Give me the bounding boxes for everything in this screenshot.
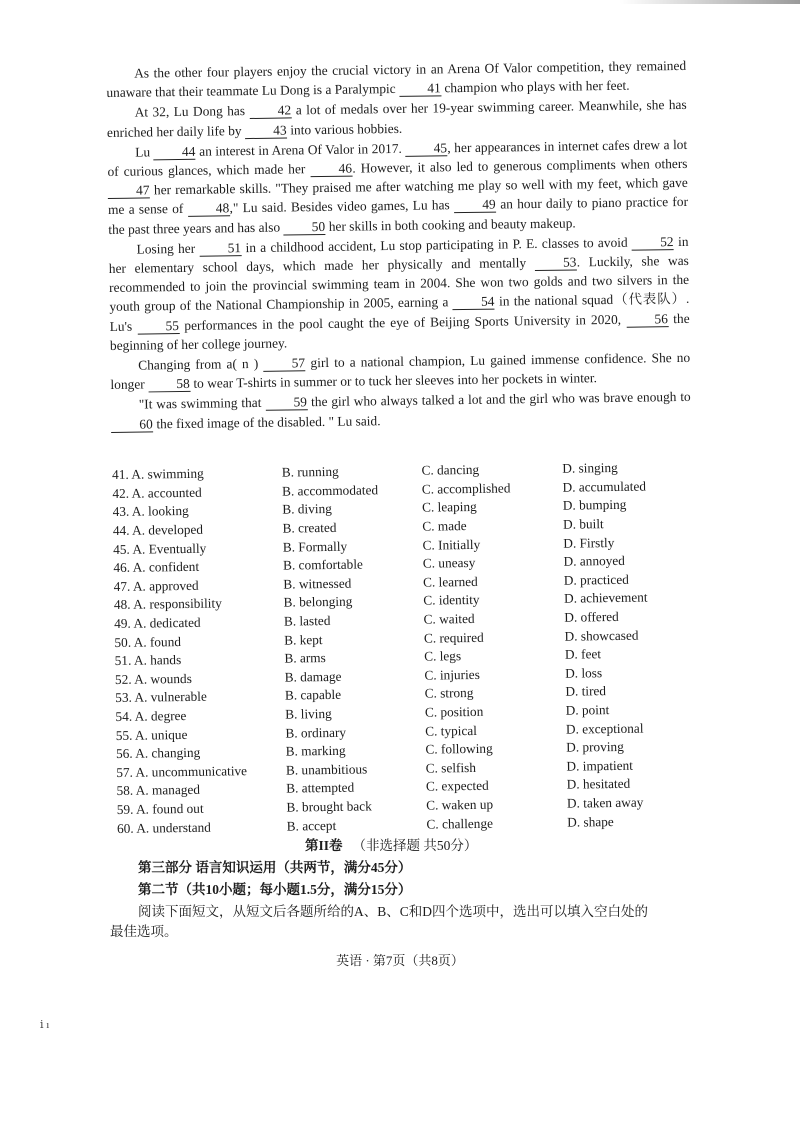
passage-text: Losing her <box>136 240 196 257</box>
option-cell: C. expected <box>425 778 489 795</box>
option-cell: 53. A. vulnerable <box>115 689 207 706</box>
option-cell: 50. A. found <box>114 633 182 650</box>
passage-text: , her appearances in internet cafes drew a lot of curious glances, which made her <box>107 136 688 180</box>
answer-options-grid <box>112 458 677 838</box>
passage-text: champion who plays with her feet. <box>444 77 630 96</box>
option-cell: B. ordinary <box>285 724 347 741</box>
option-cell: C. position <box>424 703 484 720</box>
option-cell: D. point <box>565 702 610 718</box>
passage-text: At 32, Lu Dong has <box>134 103 246 121</box>
paragraph-4 <box>108 232 690 355</box>
option-cell: 44. A. developed <box>112 521 204 539</box>
option-cell: C. injuries <box>424 666 480 683</box>
option-cell: C. Initially <box>422 536 481 553</box>
option-cell: B. diving <box>282 501 332 518</box>
passage-text: in a childhood accident, Lu stop participating in P. E. classes to avoid <box>245 234 628 255</box>
blank-45: 45 <box>405 140 447 157</box>
option-cell: C. required <box>423 629 484 646</box>
option-cell: C. learned <box>422 573 478 590</box>
scan-edge-shadow <box>620 0 800 4</box>
option-cell: 52. A. wounds <box>114 670 192 687</box>
option-cell: D. feet <box>564 646 602 662</box>
option-cell: C. uneasy <box>422 555 476 571</box>
blank-42: 42 <box>249 103 291 120</box>
option-cell: C. made <box>422 518 467 534</box>
passage-text: Changing from a( n ) <box>138 355 259 373</box>
option-cell: D. Firstly <box>563 534 615 551</box>
passage-text: "It was swimming that <box>138 395 262 413</box>
volume-title-text: 第II卷 <box>305 838 343 853</box>
option-cell: C. waken up <box>426 796 494 813</box>
page-footer: 英语 · 第7页（共8页） <box>336 953 464 968</box>
passage-text: her remarkable skills. "They praised me after watching me play so well with my feet, which gave me a sense of <box>107 175 688 218</box>
volume-title <box>305 834 545 854</box>
option-cell: D. proving <box>566 739 624 755</box>
option-cell: B. accept <box>286 817 337 834</box>
option-cell: C. identity <box>423 592 480 609</box>
passage-text: a lot of medals over her 19-year swimming career. Meanwhile, she has enriched her daily life by <box>106 97 687 140</box>
option-cell: B. accommodated <box>281 482 379 499</box>
option-cell: D. shape <box>567 813 614 830</box>
scan-mark: ⅰ ı <box>40 1019 50 1031</box>
cloze-passage <box>106 56 691 434</box>
passage-text: to wear T-shirts in summer or to tuck her sleeves into her pockets in winter. <box>193 370 597 392</box>
passage-text: . However, it also led to generous compliments when others <box>352 155 688 176</box>
paragraph-2 <box>107 95 687 142</box>
passage-text: performances in the pool caught the eye of Beijing Sports University in 2020, <box>184 311 622 333</box>
blank-57: 57 <box>263 355 305 372</box>
option-cell: D. exceptional <box>565 720 644 737</box>
option-cell: 55. A. unique <box>115 726 188 743</box>
option-cell: B. marking <box>285 742 346 759</box>
blank-58: 58 <box>148 376 190 393</box>
option-cell: B. Formally <box>282 538 348 555</box>
option-cell: D. achievement <box>563 589 648 607</box>
section-heading: 第二节（共10小题；每小题1.5分，满分15分） <box>138 882 412 897</box>
blank-49: 49 <box>454 197 496 214</box>
option-cell: C. challenge <box>426 815 494 832</box>
option-cell: D. impatient <box>566 757 634 774</box>
option-cell: 51. A. hands <box>114 652 182 669</box>
instruction-line-1: 阅读下面短文，从短文后各题所给的A、B、C和D四个选项中，选出可以填入空白处的 <box>138 904 649 919</box>
passage-text: girl to a national champion, Lu gained immense confidence. She no longer <box>110 349 691 393</box>
option-cell: B. comfortable <box>283 556 363 573</box>
option-cell: D. taken away <box>566 794 644 811</box>
option-cell: B. lasted <box>283 613 331 629</box>
passage-text: in the national squad（代表队）. Lu's <box>109 291 690 334</box>
option-cell: 49. A. dedicated <box>114 614 201 632</box>
passage-text: As the other four players enjoy the crucial victory in an Arena Of Valor competition, they remained unaware that their teammate Lu Dong is a Paralympic <box>106 57 687 101</box>
option-cell: D. practiced <box>563 571 629 588</box>
option-cell: 43. A. looking <box>112 503 189 520</box>
option-cell: B. running <box>281 464 339 480</box>
passage-text: into various hobbies. <box>290 120 403 138</box>
option-cell: D. tired <box>565 683 607 700</box>
paragraph-3 <box>107 135 688 239</box>
passage-text: ," Lu said. Besides video games, Lu has <box>229 197 450 216</box>
blank-51: 51 <box>199 240 241 257</box>
option-cell: D. accumulated <box>562 478 647 495</box>
option-cell: C. following <box>425 740 493 757</box>
option-cell: D. built <box>562 516 604 532</box>
passage-text: Lu <box>135 144 151 160</box>
passage-text: . Luckily, she was recommended to join the provincial swimming team in 2004. She won two golds and two silvers in the youth group of the National Championship in 2005, earning a <box>109 252 690 315</box>
option-cell: B. created <box>282 519 337 536</box>
passage-text: an interest in Arena Of Valor in 2017. <box>199 140 402 159</box>
blank-50: 50 <box>283 219 325 236</box>
option-cell: D. loss <box>565 665 603 681</box>
blank-60: 60 <box>111 416 153 433</box>
option-cell: 54. A. degree <box>115 708 187 724</box>
option-cell: 48. A. responsibility <box>113 595 222 613</box>
passage-text: an hour daily to piano practice for the past three years and has also <box>108 194 689 237</box>
option-cell: C. dancing <box>421 462 480 478</box>
blank-47: 47 <box>108 183 150 200</box>
passage-text: the fixed image of the disabled. " Lu said. <box>156 412 381 431</box>
option-cell: 60. A. understand <box>116 819 211 836</box>
option-cell: B. damage <box>284 668 342 685</box>
option-cell: C. legs <box>424 648 462 664</box>
blank-56: 56 <box>626 311 668 328</box>
paragraph-6 <box>111 387 691 434</box>
blank-54: 54 <box>453 294 495 311</box>
option-cell: B. unambitious <box>285 761 368 778</box>
blank-41: 41 <box>399 81 441 98</box>
option-cell: 59. A. found out <box>116 800 204 817</box>
option-cell: D. annoyed <box>563 553 625 569</box>
option-cell: C. selfish <box>425 759 477 776</box>
option-cell: C. leaping <box>421 499 477 516</box>
option-cell: 47. A. approved <box>113 577 199 594</box>
option-cell: D. hesitated <box>566 776 631 793</box>
option-cell: B. witnessed <box>283 575 352 592</box>
passage-text: the girl who always talked a lot and the girl who was brave enough to <box>310 389 691 410</box>
option-cell: C. strong <box>424 685 474 702</box>
blank-43: 43 <box>245 122 287 139</box>
blank-46: 46 <box>310 161 352 178</box>
instruction-line-2: 最佳选项。 <box>110 924 178 939</box>
option-cell: 58. A. managed <box>116 782 201 799</box>
option-cell: B. attempted <box>286 780 355 796</box>
option-cell: C. accomplished <box>421 480 511 497</box>
option-cell: B. kept <box>284 631 323 648</box>
option-cell: B. belonging <box>283 594 353 611</box>
option-cell: 42. A. accounted <box>112 484 202 501</box>
passage-text: in her elementary school days, which made her physically and mentally <box>108 233 689 277</box>
volume-title-sub: （非选择题 共50分） <box>352 838 478 853</box>
option-cell: 41. A. swimming <box>112 466 204 483</box>
option-cell: 57. A. uncommunicative <box>116 762 248 780</box>
option-cell: D. singing <box>562 460 618 477</box>
blank-44: 44 <box>154 144 196 161</box>
option-cell: 46. A. confident <box>113 559 200 576</box>
option-cell: C. typical <box>425 722 477 739</box>
option-cell: B. living <box>285 705 332 722</box>
passage-text: the beginning of her college journey. <box>109 310 690 353</box>
option-cell: D. showcased <box>564 627 639 644</box>
option-cell: B. brought back <box>286 798 372 815</box>
option-cell: C. waited <box>423 611 475 627</box>
blank-48: 48 <box>187 201 229 218</box>
blank-52: 52 <box>632 234 674 251</box>
option-cell: B. capable <box>284 687 342 704</box>
blank-59: 59 <box>265 395 307 412</box>
option-cell: D. offered <box>564 608 619 625</box>
option-cell: D. bumping <box>562 497 627 514</box>
blank-55: 55 <box>137 318 179 335</box>
option-cell: 45. A. Eventually <box>113 540 207 557</box>
paragraph-1 <box>106 56 686 103</box>
option-cell: B. arms <box>284 650 326 666</box>
passage-text: her skills in both cooking and beauty makeup. <box>328 215 576 234</box>
option-cell: 56. A. changing <box>115 745 201 762</box>
blank-53: 53 <box>535 254 577 271</box>
paragraph-5 <box>110 348 690 395</box>
part-heading: 第三部分 语言知识运用（共两节，满分45分） <box>138 860 412 875</box>
